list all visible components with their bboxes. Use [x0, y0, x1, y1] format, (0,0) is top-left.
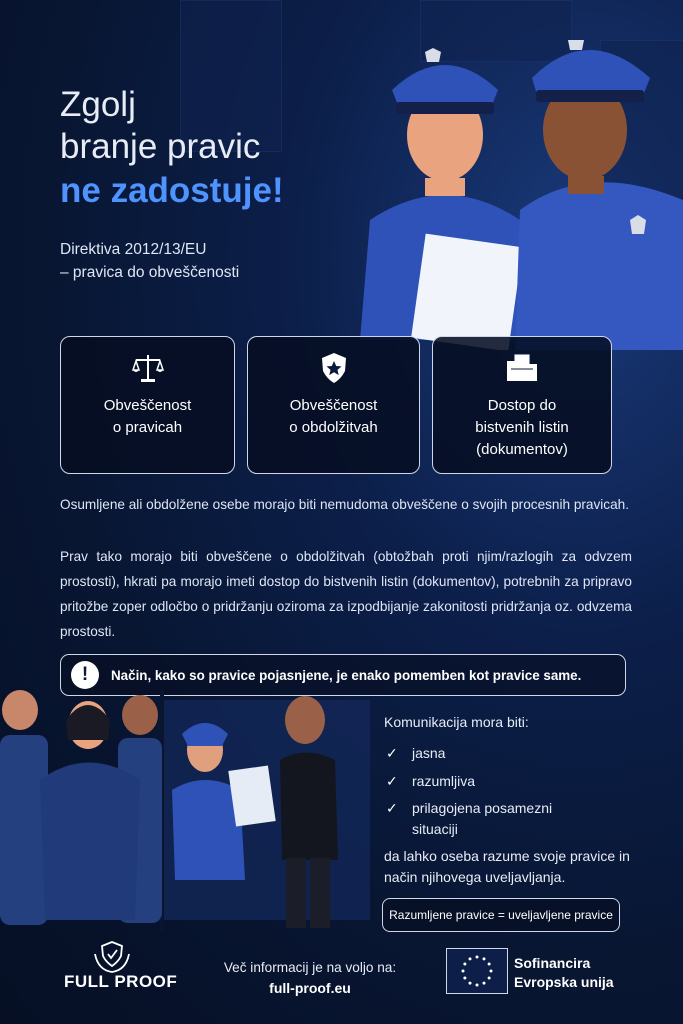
body-paragraph-2: Prav tako morajo biti obveščene o obdolžitvah (obtožbah proti njim/razlogih za odvzem prostosti), hkrati pa morajo imeti dostop do bistvenih listin (dokumentov), potrebnih za pripravo pritožbe zoper odločbo o pridržanju oziroma za izpodbijanje zakonitosti pridržanja oz. odvzema prostosti. [60, 549, 632, 639]
body-paragraph-1: Osumljene ali obdolžene osebe morajo biti nemudoma obveščene o svojih procesnih pravicah. [60, 497, 629, 512]
eu-star [469, 982, 472, 985]
exclamation-icon: ! [71, 661, 99, 689]
eu-cofunding-text [514, 954, 614, 992]
police-officers-illustration [330, 40, 683, 350]
eu-line-1: Sofinancira [514, 955, 591, 971]
card-label-line-2: o obdolžitvah [289, 419, 378, 436]
headline-line-2: branje pravic [60, 127, 261, 166]
card-label-line-3: (dokumentov) [476, 441, 568, 458]
full-proof-logo-icon [92, 940, 132, 974]
scales-icon [131, 351, 165, 385]
check-icon: ✓ [386, 745, 398, 761]
eu-flag-icon [446, 948, 508, 994]
card-label-line-1: Obveščenost [289, 397, 378, 414]
more-info-label: Več informacij je na voljo na: [223, 960, 397, 975]
subtitle [60, 238, 360, 284]
communication-item: razumljiva [412, 773, 476, 789]
card-document-access [432, 336, 612, 474]
eu-star [488, 977, 491, 980]
eu-star [488, 963, 491, 966]
card-label-line-1: Obveščenost [103, 397, 192, 414]
subtitle-line-1: Direktiva 2012/13/EU [60, 241, 207, 258]
headline-accent: ne zadostuje! [60, 171, 284, 210]
police-badge-icon [317, 351, 351, 385]
eu-line-2: Evropska unija [514, 974, 614, 990]
headline-line-1: Zgolj [60, 85, 136, 124]
headline [60, 84, 360, 214]
more-info [215, 958, 405, 998]
eu-star [490, 970, 493, 973]
eu-star [476, 956, 479, 959]
card-rights-information [60, 336, 235, 474]
subtitle-line-2: – pravica do obveščenosti [60, 264, 240, 281]
eu-star [463, 963, 466, 966]
card-charges-information [247, 336, 420, 474]
full-proof-logo-text: FULL PROOF [64, 972, 178, 991]
eu-star [483, 957, 486, 960]
eu-star [476, 984, 479, 987]
check-icon: ✓ [386, 800, 398, 816]
communication-item: prilagojena posamezni situaciji [412, 800, 553, 837]
communication-item: jasna [412, 745, 446, 761]
card-label-line-2: bistvenih listin [475, 419, 569, 436]
callout-text: Način, kako so pravice pojasnjene, je enako pomemben kot pravice same. [111, 667, 582, 683]
card-label-line-2: o pravicah [112, 419, 183, 436]
folder-documents-icon [505, 351, 539, 385]
communication-title: Komunikacija mora biti: [384, 714, 529, 730]
website-link[interactable]: full-proof.eu [269, 980, 351, 996]
motto-box: Razumljene pravice = uveljavljene pravice [382, 898, 620, 932]
communication-footer: da lahko oseba razume svoje pravice in način njihovega uveljavljanja. [384, 848, 630, 885]
eu-star [469, 957, 472, 960]
eu-star [483, 982, 486, 985]
eu-star [462, 970, 465, 973]
eu-star [463, 977, 466, 980]
card-label-line-1: Dostop do [487, 397, 557, 414]
check-icon: ✓ [386, 773, 398, 789]
interview-scene-illustration [0, 690, 370, 940]
